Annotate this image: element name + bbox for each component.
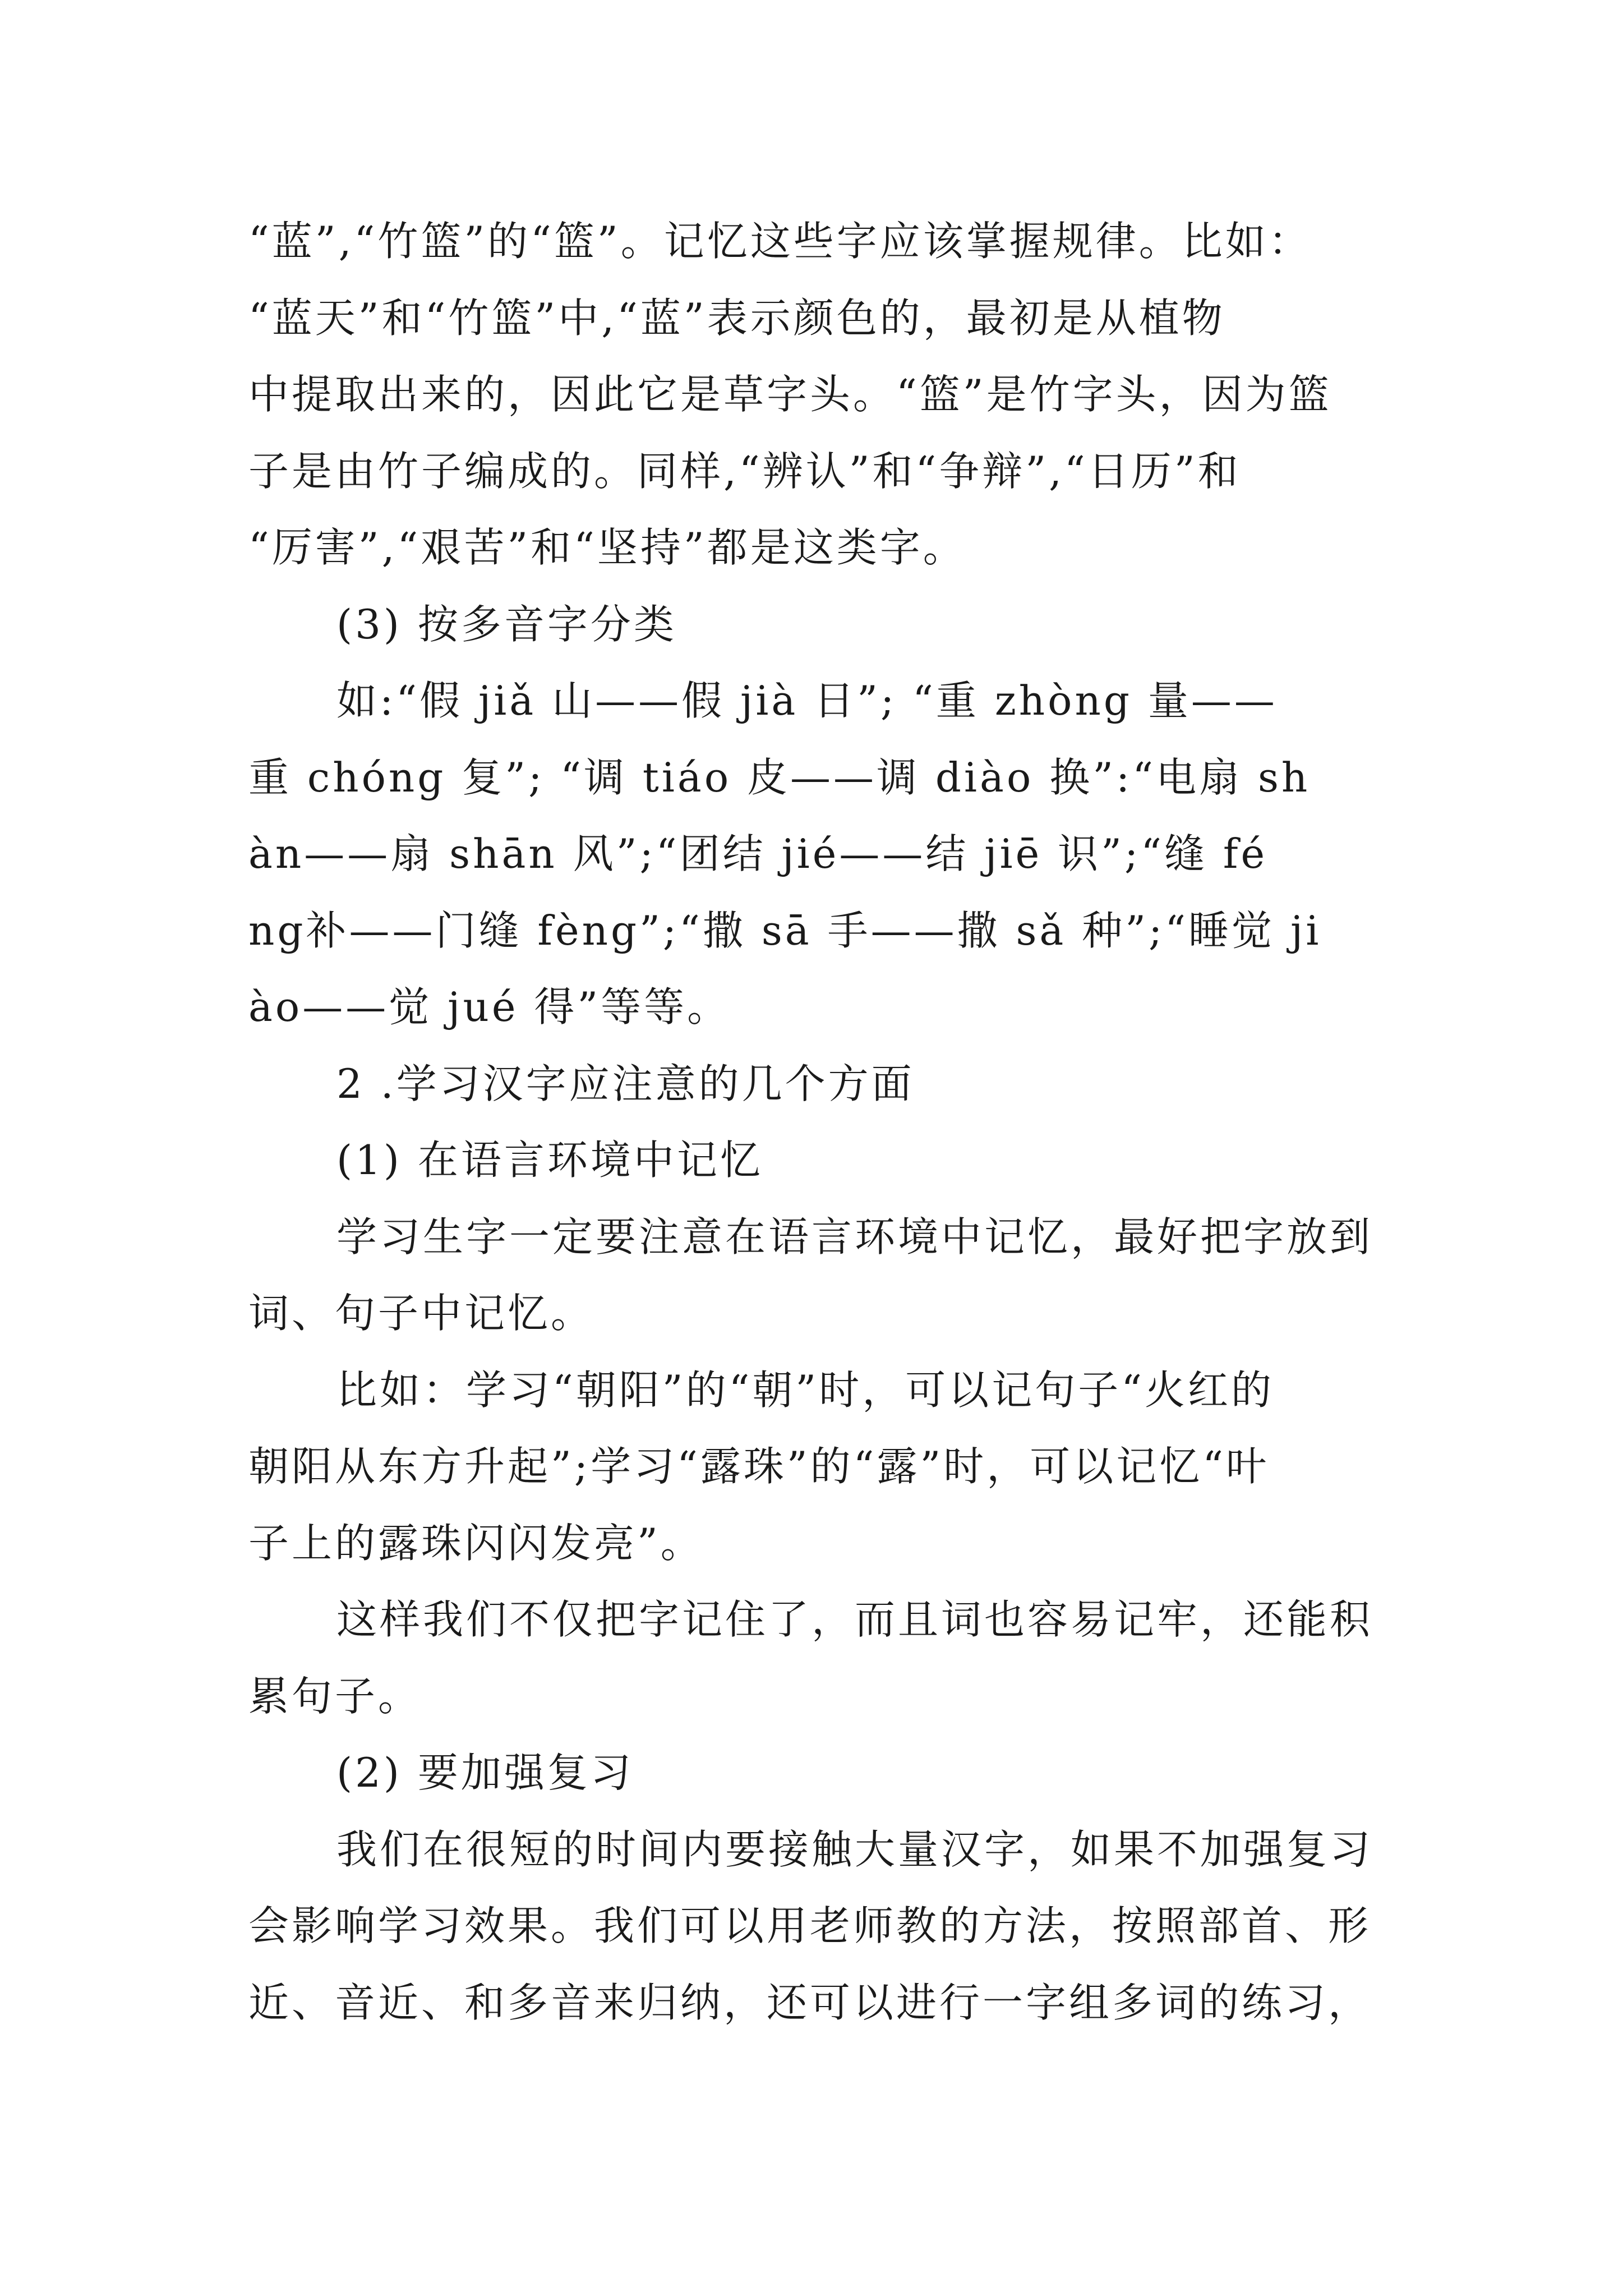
text-line: 我们在很短的时间内要接触大量汉字，如果不加强复习: [336, 1825, 1373, 1873]
text-line: 如:“假 jiǎ 山——假 jià 日”; “重 zhòng 量——: [336, 677, 1278, 724]
section-heading: (3) 按多音字分类: [336, 600, 677, 648]
text-line: 近、音近、和多音来归纳，还可以进行一字组多词的练习，: [248, 1978, 1372, 2026]
text-line: ào——觉 jué 得”等等。: [248, 983, 731, 1030]
section-heading: (1) 在语言环境中记忆: [336, 1137, 763, 1184]
text-line: 朝阳从东方升起”;学习“露珠”的“露”时，可以记忆“叶: [248, 1443, 1270, 1490]
text-line: 词、句子中记忆。: [248, 1290, 594, 1337]
text-line: 这样我们不仅把字记住了，而且词也容易记牢，还能积: [336, 1596, 1373, 1643]
text-line: “蓝”,“竹篮”的“篮”。记忆这些字应该掌握规律。比如：: [248, 218, 1312, 265]
section-heading: (2) 要加强复习: [336, 1749, 634, 1796]
text-line: ng补——门缝 fèng”;“撒 sā 手——撒 sǎ 种”;“睡觉 ji: [248, 907, 1322, 954]
text-line: 累句子。: [248, 1672, 422, 1720]
text-line: 比如：学习“朝阳”的“朝”时，可以记句子“火红的: [336, 1366, 1275, 1414]
text-line: “蓝天”和“竹篮”中,“蓝”表示颜色的，最初是从植物: [248, 294, 1225, 342]
text-line: 重 chóng 复”; “调 tiáo 皮——调 diào 换”:“电扇 sh: [248, 753, 1311, 801]
text-line: 学习生字一定要注意在语言环境中记忆，最好把字放到: [336, 1213, 1373, 1260]
text-line: 中提取出来的，因此它是草字头。“篮”是竹字头，因为篮: [248, 371, 1332, 418]
text-line: “厉害”,“艰苦”和“坚持”都是这类字。: [248, 524, 966, 571]
section-heading: 2 .学习汉字应注意的几个方面: [336, 1060, 915, 1107]
text-line: 子上的露珠闪闪发亮”。: [248, 1519, 704, 1567]
body-text: [248, 203, 1482, 2041]
text-line: 子是由竹子编成的。同样,“辨认”和“争辩”,“日历”和: [248, 447, 1241, 495]
text-line: 会影响学习效果。我们可以用老师教的方法，按照部首、形: [248, 1902, 1372, 1949]
text-line: àn——扇 shān 风”;“团结 jié——结 jiē 识”;“缝 fé: [248, 830, 1268, 877]
